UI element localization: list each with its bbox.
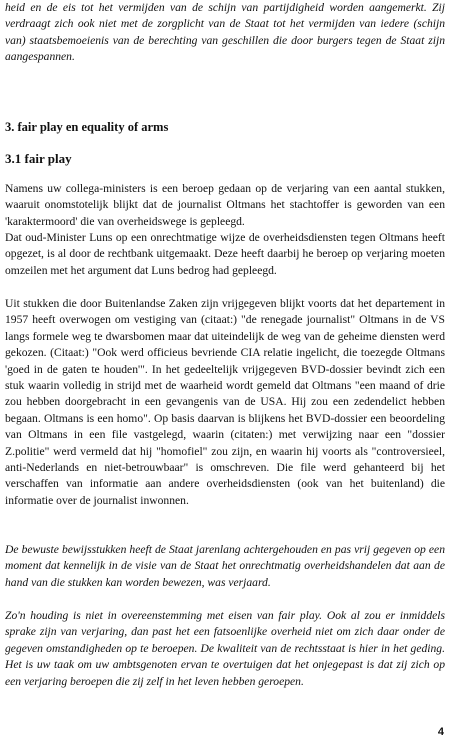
page-number: 4 [437, 726, 444, 738]
subsection-heading: 3.1 fair play [5, 151, 72, 166]
paragraph-buitenlandse-zaken: Uit stukken die door Buitenlandse Zaken zijn vrijgegeven blijkt voorts dat het departement in 1957 heeft overwogen om vestiging van (citaat:) "de renegade journalist" Oltmans in de VS langs formele weg te dwarsbomen maar dat uiteindelijk de weg van de geheime diensten werd gekozen. (Citaat:) "Ook werd officieus bevriende CIA relatie ingelicht, die toezegde Oltmans 'goed in de gaten te houden'". In het gedeeltelijk vrijgegeven BVD-dossier bevindt zich een stuk waarin volledig in strijd met de waarheid wordt gemeld dat Oltmans "een maand of drie zou hebben doorgebracht in een gevangenis van de USA. Hij zou een zedendelict hebben begaan. Oltmans is een homo". Op basis daarvan is blijkens het BVD-dossier een beoordeling van Oltmans in een file vastgelegd, waarin (citaten:) met verwijzing naar een "dossier Z.politie" werd vermeld dat hij "homofiel" zou zijn, en waarin hij voorts als "controversieel, anti-Nederlands en niet-betrouwbaar" is omschreven. Die file werd gehanteerd bij het verschaffen van informatie aan andere overheidsdiensten (ook van het buitenland) die informatie over de journalist inwonnen. [5, 297, 445, 507]
intro-paragraph: heid en de eis tot het vermijden van de schijn van partijdigheid worden aangemerkt. Zij verdraagt zich ook niet met de zorgplicht van de Staat tot het vermijden van iedere (schijn van) staatsbemoeienis van de berechting van geschillen die door burgers tegen de Staat zijn aangespannen. [5, 1, 445, 64]
paragraph-verjaring: Namens uw collega-ministers is een beroep gedaan op de verjaring van een aantal stukken, waaruit onomstotelijk blijkt dat de journalist Oltmans het stachtoffer is geworden van een 'karaktermoord' die van overheidswege is gepleegd. [5, 182, 445, 228]
paragraph-luns: Dat oud-Minister Luns op een onrechtmatige wijze de overheidsdiensten tegen Oltmans heeft opgezet, is al door de rechtbank uitgemaakt. Deze heeft daarbij he beroep op verjaring moeten omzeilen met het argument dat Luns bedrog had gepleegd. [5, 231, 445, 277]
paragraph-bewijsstukken: De bewuste bewijsstukken heeft de Staat jarenlang achtergehouden en pas vrij gegeven op een moment dat kennelijk in de visie van de Staat het onrechtmatig overheidshandelen dat aan de hand van die stukken kan worden bewezen, was verjaard. [5, 543, 445, 589]
paragraph-fair-play: Zo'n houding is niet in overeenstemming met eisen van fair play. Ook al zou er inmiddels sprake zijn van verjaring, dan past het een fatsoenlijke overheid niet om zich daar onder de gegeven omstandigheden op te beroepen. De kwaliteit van de rechtsstaat is hier in het geding. Het is uw taak om uw ambtsgenoten ervan te overtuigen dat het onjegepast is dat zij zich op een verjaring beroepen die zij zelf in het leven hebben geroepen. [5, 609, 445, 688]
section-heading: 3. fair play en equality of arms [5, 120, 169, 134]
